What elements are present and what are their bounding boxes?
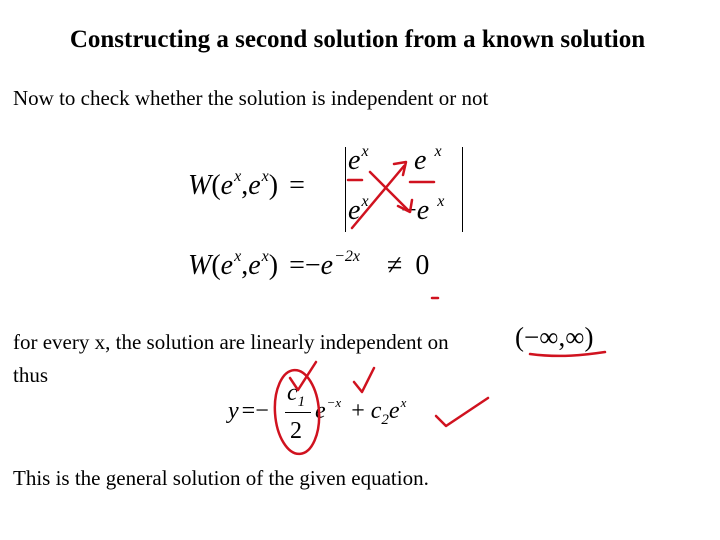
determinant-left-bar <box>345 147 346 232</box>
determinant-right-bar <box>462 147 463 232</box>
conclusion-line: This is the general solution of the given equation. <box>13 466 429 490</box>
wronskian-lhs: $W(e^x,e^x)$ = <box>188 168 305 201</box>
matrix-entry-12: e $^x$ <box>414 143 442 176</box>
fraction-denominator: 2 <box>290 418 302 444</box>
check-mark-3 <box>436 398 488 426</box>
solution-rhs: $e^{-x} + c_2e^x$ <box>315 395 407 428</box>
matrix-entry-22: −e $^x$ <box>401 193 445 226</box>
fraction-numerator: $c_1$ <box>287 380 306 410</box>
slide-title: Constructing a second solution from a known solution <box>69 26 646 53</box>
fraction-bar <box>285 412 311 413</box>
interval: (−∞,∞) <box>515 322 594 352</box>
independence-line: for every x, the solution are linearly independent on <box>13 330 449 354</box>
intro-line: Now to check whether the solution is independent or not <box>13 86 489 110</box>
matrix-entry-11: $e^x$ <box>348 143 369 176</box>
check-mark-2 <box>354 368 374 392</box>
cross-arrow-up-head <box>394 162 406 175</box>
solution-lhs: y =− <box>228 398 269 424</box>
matrix-entry-21: $e^x$ <box>348 193 369 226</box>
wronskian-result: $W(e^x,e^x) =-e^{-2x} \ne 0$ <box>188 248 430 281</box>
thus-line: thus <box>13 363 49 387</box>
